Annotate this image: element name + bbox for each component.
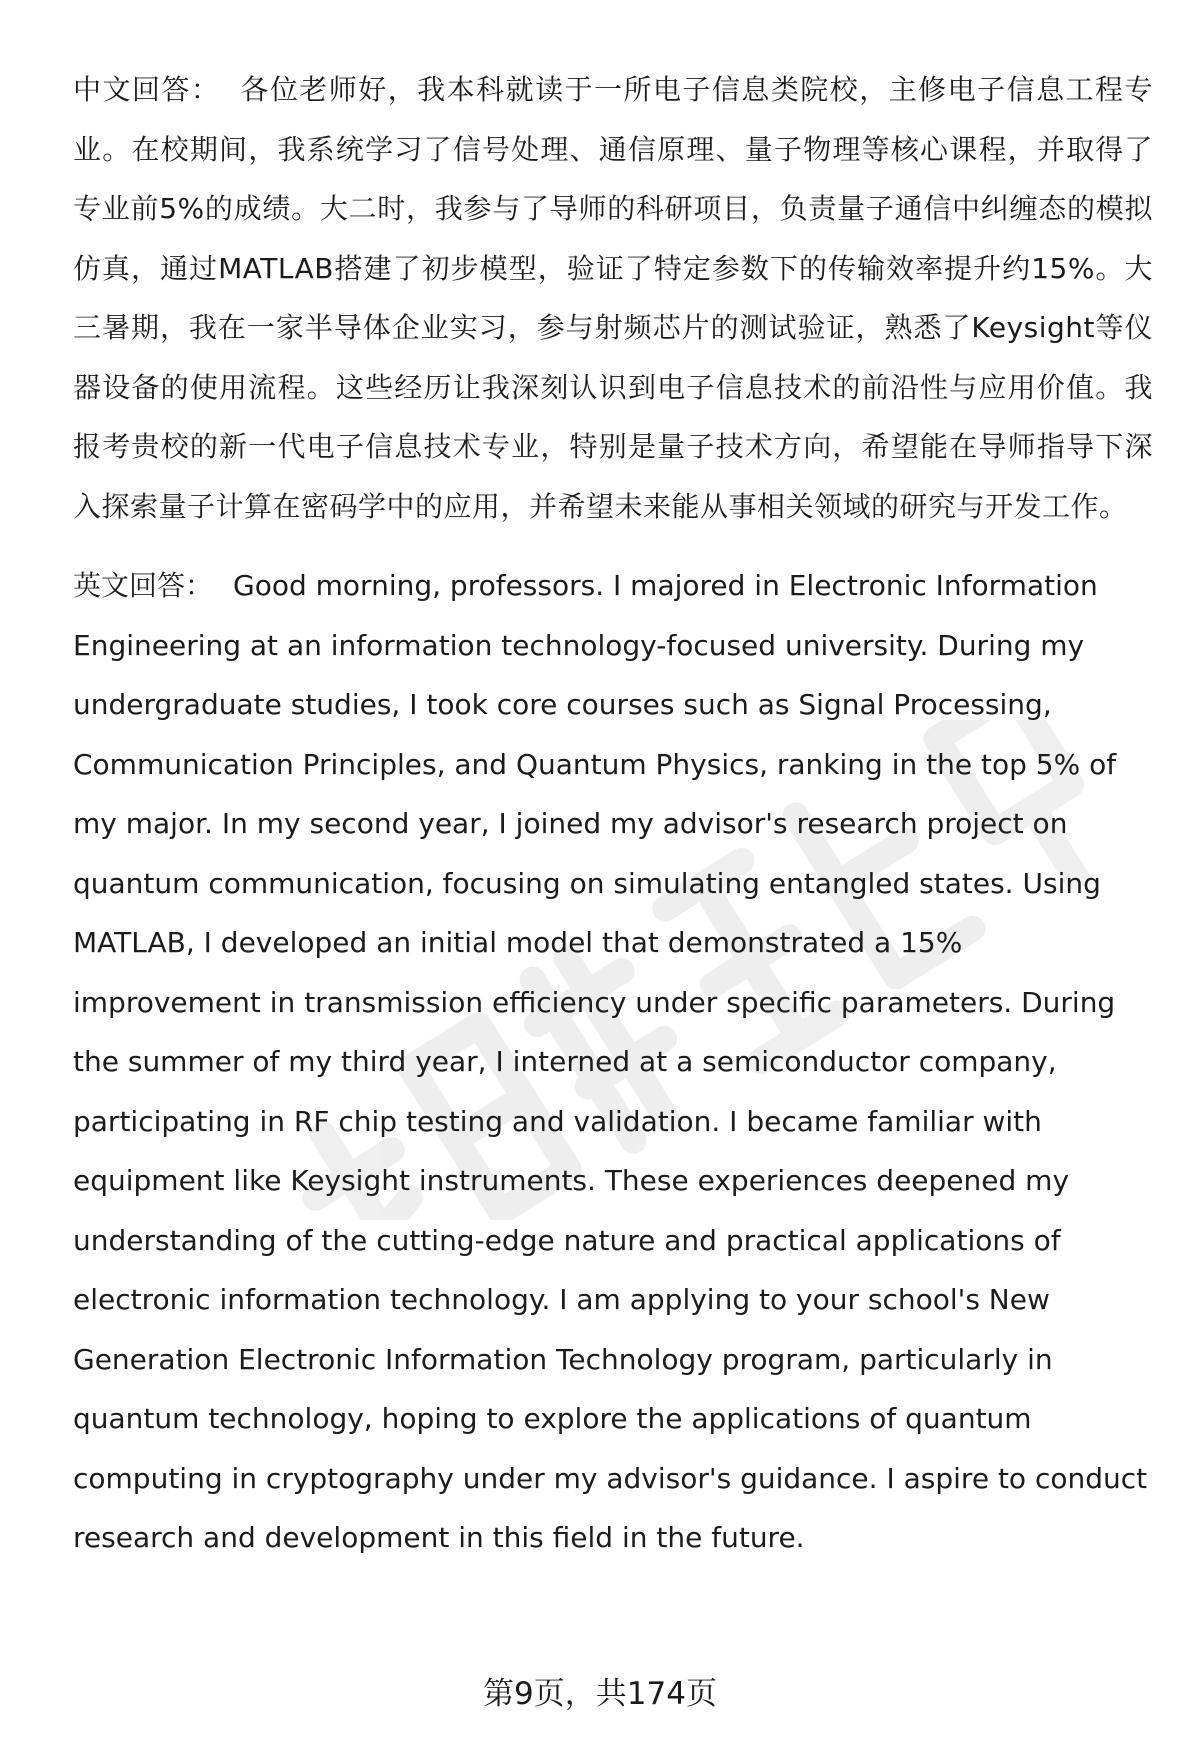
english-answer-label: 英文回答： bbox=[73, 569, 214, 602]
document-body bbox=[73, 60, 1153, 1568]
chinese-answer-paragraph bbox=[73, 60, 1153, 536]
english-answer-text: Good morning, professors. I majored in Electronic Information Engineering at an information technology-focused university. During my undergraduate studies, I took core courses such as Signal Processing, Communication Principles, and Quantum Physics, ranking in the top 5% of my major. In my second year, I joined my advisor's research project on quantum communication, focusing on simulating entangled states. Using MATLAB, I developed an initial model that demonstrated a 15% improvement in transmission efficiency under specific parameters. During the summer of my third year, I interned at a semiconductor company, participating in RF chip testing and validation. I became familiar with equipment like Keysight instruments. These experiences deepened my understanding of the cutting-edge nature and practical applications of electronic information technology. I am applying to your school's New Generation Electronic Information Technology program, particularly in quantum technology, hoping to explore the applications of quantum computing in cryptography under my advisor's guidance. I aspire to conduct research and development in this field in the future. bbox=[73, 569, 1148, 1554]
page-number-footer: 第9页，共174页 bbox=[483, 1676, 717, 1712]
chinese-answer-label: 中文回答： bbox=[73, 73, 221, 106]
chinese-answer-text: 各位老师好，我本科就读于一所电子信息类院校，主修电子信息工程专业。在校期间，我系统学习了信号处理、通信原理、量子物理等核心课程，并取得了专业前5%的成绩。大二时，我参与了导师的科研项目，负责量子通信中纠缠态的模拟仿真，通过MATLAB搭建了初步模型，验证了特定参数下的传输效率提升约15%。大三暑期，我在一家半导体企业实习，参与射频芯片的测试验证，熟悉了Keysight等仪器设备的使用流程。这些经历让我深刻认识到电子信息技术的前沿性与应用价值。我报考贵校的新一代电子信息技术专业，特别是量子技术方向，希望能在导师指导下深入探索量子计算在密码学中的应用，并希望未来能从事相关领域的研究与开发工作。 bbox=[73, 73, 1153, 523]
english-answer-paragraph bbox=[73, 556, 1153, 1568]
